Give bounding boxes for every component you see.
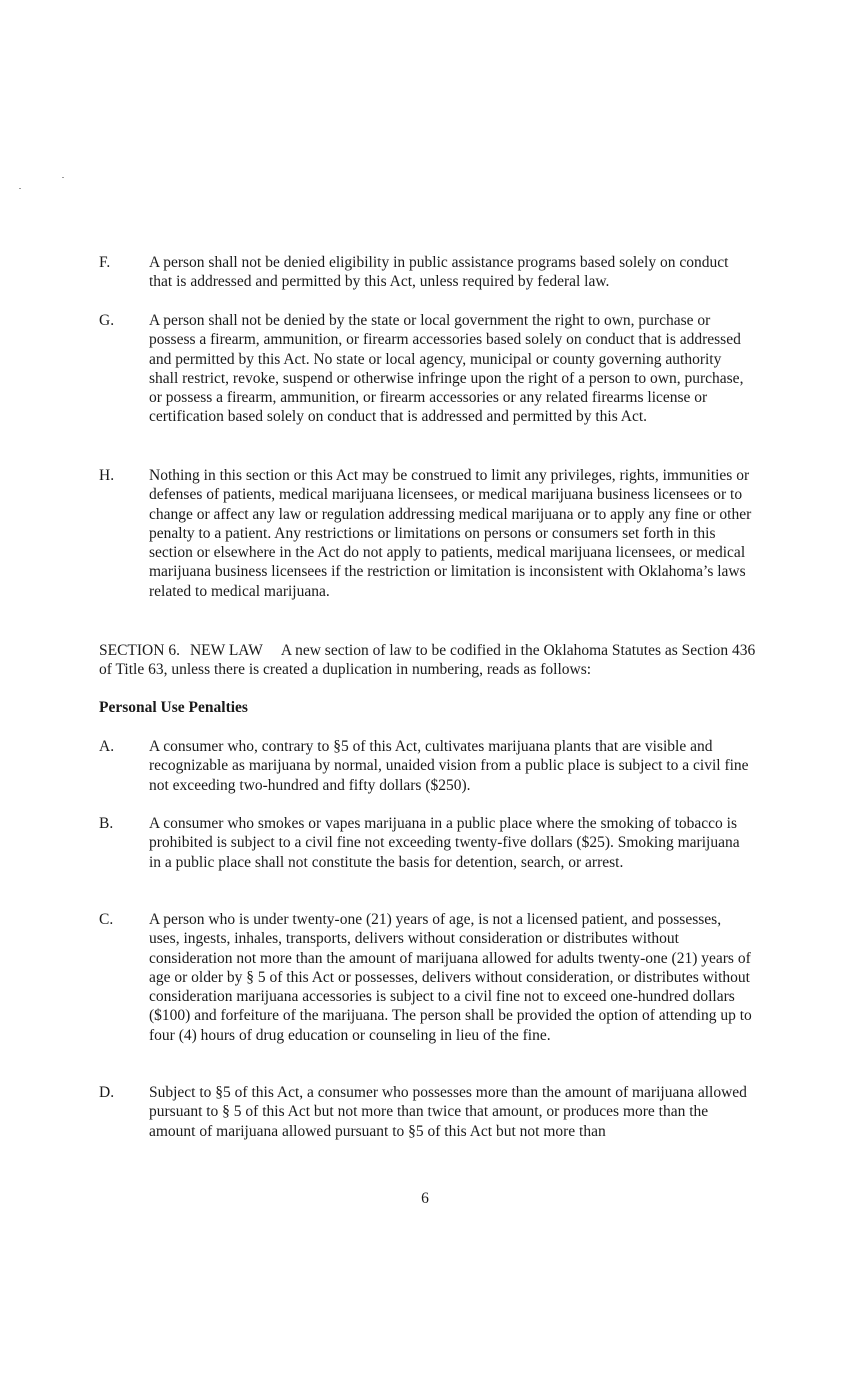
- provision-b: [99, 814, 759, 872]
- provision-text: A person shall not be denied eligibility in public assistance programs based solely on conduct that is addressed and permitted by this Act, unless required by federal law.: [149, 254, 729, 291]
- page-number: 6: [421, 1190, 429, 1207]
- scan-speck: [19, 188, 21, 189]
- provision-text: A consumer who smokes or vapes marijuana in a public place where the smoking of tobacco is prohibited is subject to a civil fine not exceeding twenty-five dollars ($25). Smoking marijuana in a public place shall not constitute the basis for detention, search, or arrest.: [149, 815, 740, 871]
- provision-f: [99, 253, 759, 292]
- provision-text: Nothing in this section or this Act may be construed to limit any privileges, rights, immunities or defenses of patients, medical marijuana licensees, or medical marijuana business licensees or to change or affect any law or regulation addressing medical marijuana or to apply any fine or other penalty to a patient. Any restrictions or limitations on persons or consumers set forth in this section or elsewhere in the Act do not apply to patients, medical marijuana licensees, or medical marijuana business licensees if the restriction or limitation is inconsistent with Oklahoma’s laws related to medical marijuana.: [149, 467, 752, 600]
- provision-letter: B.: [99, 815, 114, 832]
- provision-d: [99, 1083, 759, 1141]
- provision-letter: D.: [99, 1084, 115, 1101]
- provision-letter: F.: [99, 254, 111, 271]
- section-text: A new section of law to be codified in the Oklahoma Statutes as Section 436 of Title 63, unless there is created a duplication in numbering, reads as follows:: [99, 642, 756, 679]
- provision-letter: C.: [99, 911, 114, 928]
- provision-letter: G.: [99, 312, 115, 329]
- provision-text: A person who is under twenty-one (21) years of age, is not a licensed patient, and possesses, uses, ingests, inhales, transports, delivers without consideration or distributes without consideration not more than the amount of marijuana allowed for adults twenty-one (21) years of age or older by § 5 of this Act or possesses, delivers without consideration, or distributes without consideration marijuana accessories is subject to a civil fine not to exceed one-hundred dollars ($100) and forfeiture of the marijuana. The person shall be provided the option of attending up to four (4) hours of drug education or counseling in lieu of the fine.: [149, 911, 752, 1044]
- section-label: SECTION 6.: [99, 642, 180, 659]
- section-6-intro: [99, 641, 759, 680]
- provision-text: A person shall not be denied by the state or local government the right to own, purchase or possess a firearm, ammunition, or firearm accessories based solely on conduct that is addressed and permitted by this Act. No state or local agency, municipal or county governing authority shall restrict, revoke, suspend or otherwise infringe upon the right of a person to own, purchase, or possess a firearm, ammunition, or firearm accessories or any related firearms license or certification based solely on conduct that is addressed and permitted by this Act.: [149, 312, 744, 426]
- provision-a: [99, 737, 759, 795]
- provision-h: [99, 466, 759, 601]
- provision-text: Subject to §5 of this Act, a consumer who possesses more than the amount of marijuana allowed pursuant to § 5 of this Act but not more than twice that amount, or produces more than the amount of marijuana allowed pursuant to §5 of this Act but not more than: [149, 1084, 747, 1140]
- provision-g: [99, 311, 759, 427]
- scan-speck: [62, 177, 64, 178]
- provision-c: [99, 910, 759, 1045]
- provision-letter: A.: [99, 738, 115, 755]
- provision-text: A consumer who, contrary to §5 of this Act, cultivates marijuana plants that are visible and recognizable as marijuana by normal, unaided vision from a public place is subject to a civil fine not exceeding two-hundred and fifty dollars ($250).: [149, 738, 749, 794]
- provision-letter: H.: [99, 467, 115, 484]
- new-law-label: NEW LAW: [189, 642, 263, 659]
- section-heading: Personal Use Penalties: [99, 699, 248, 716]
